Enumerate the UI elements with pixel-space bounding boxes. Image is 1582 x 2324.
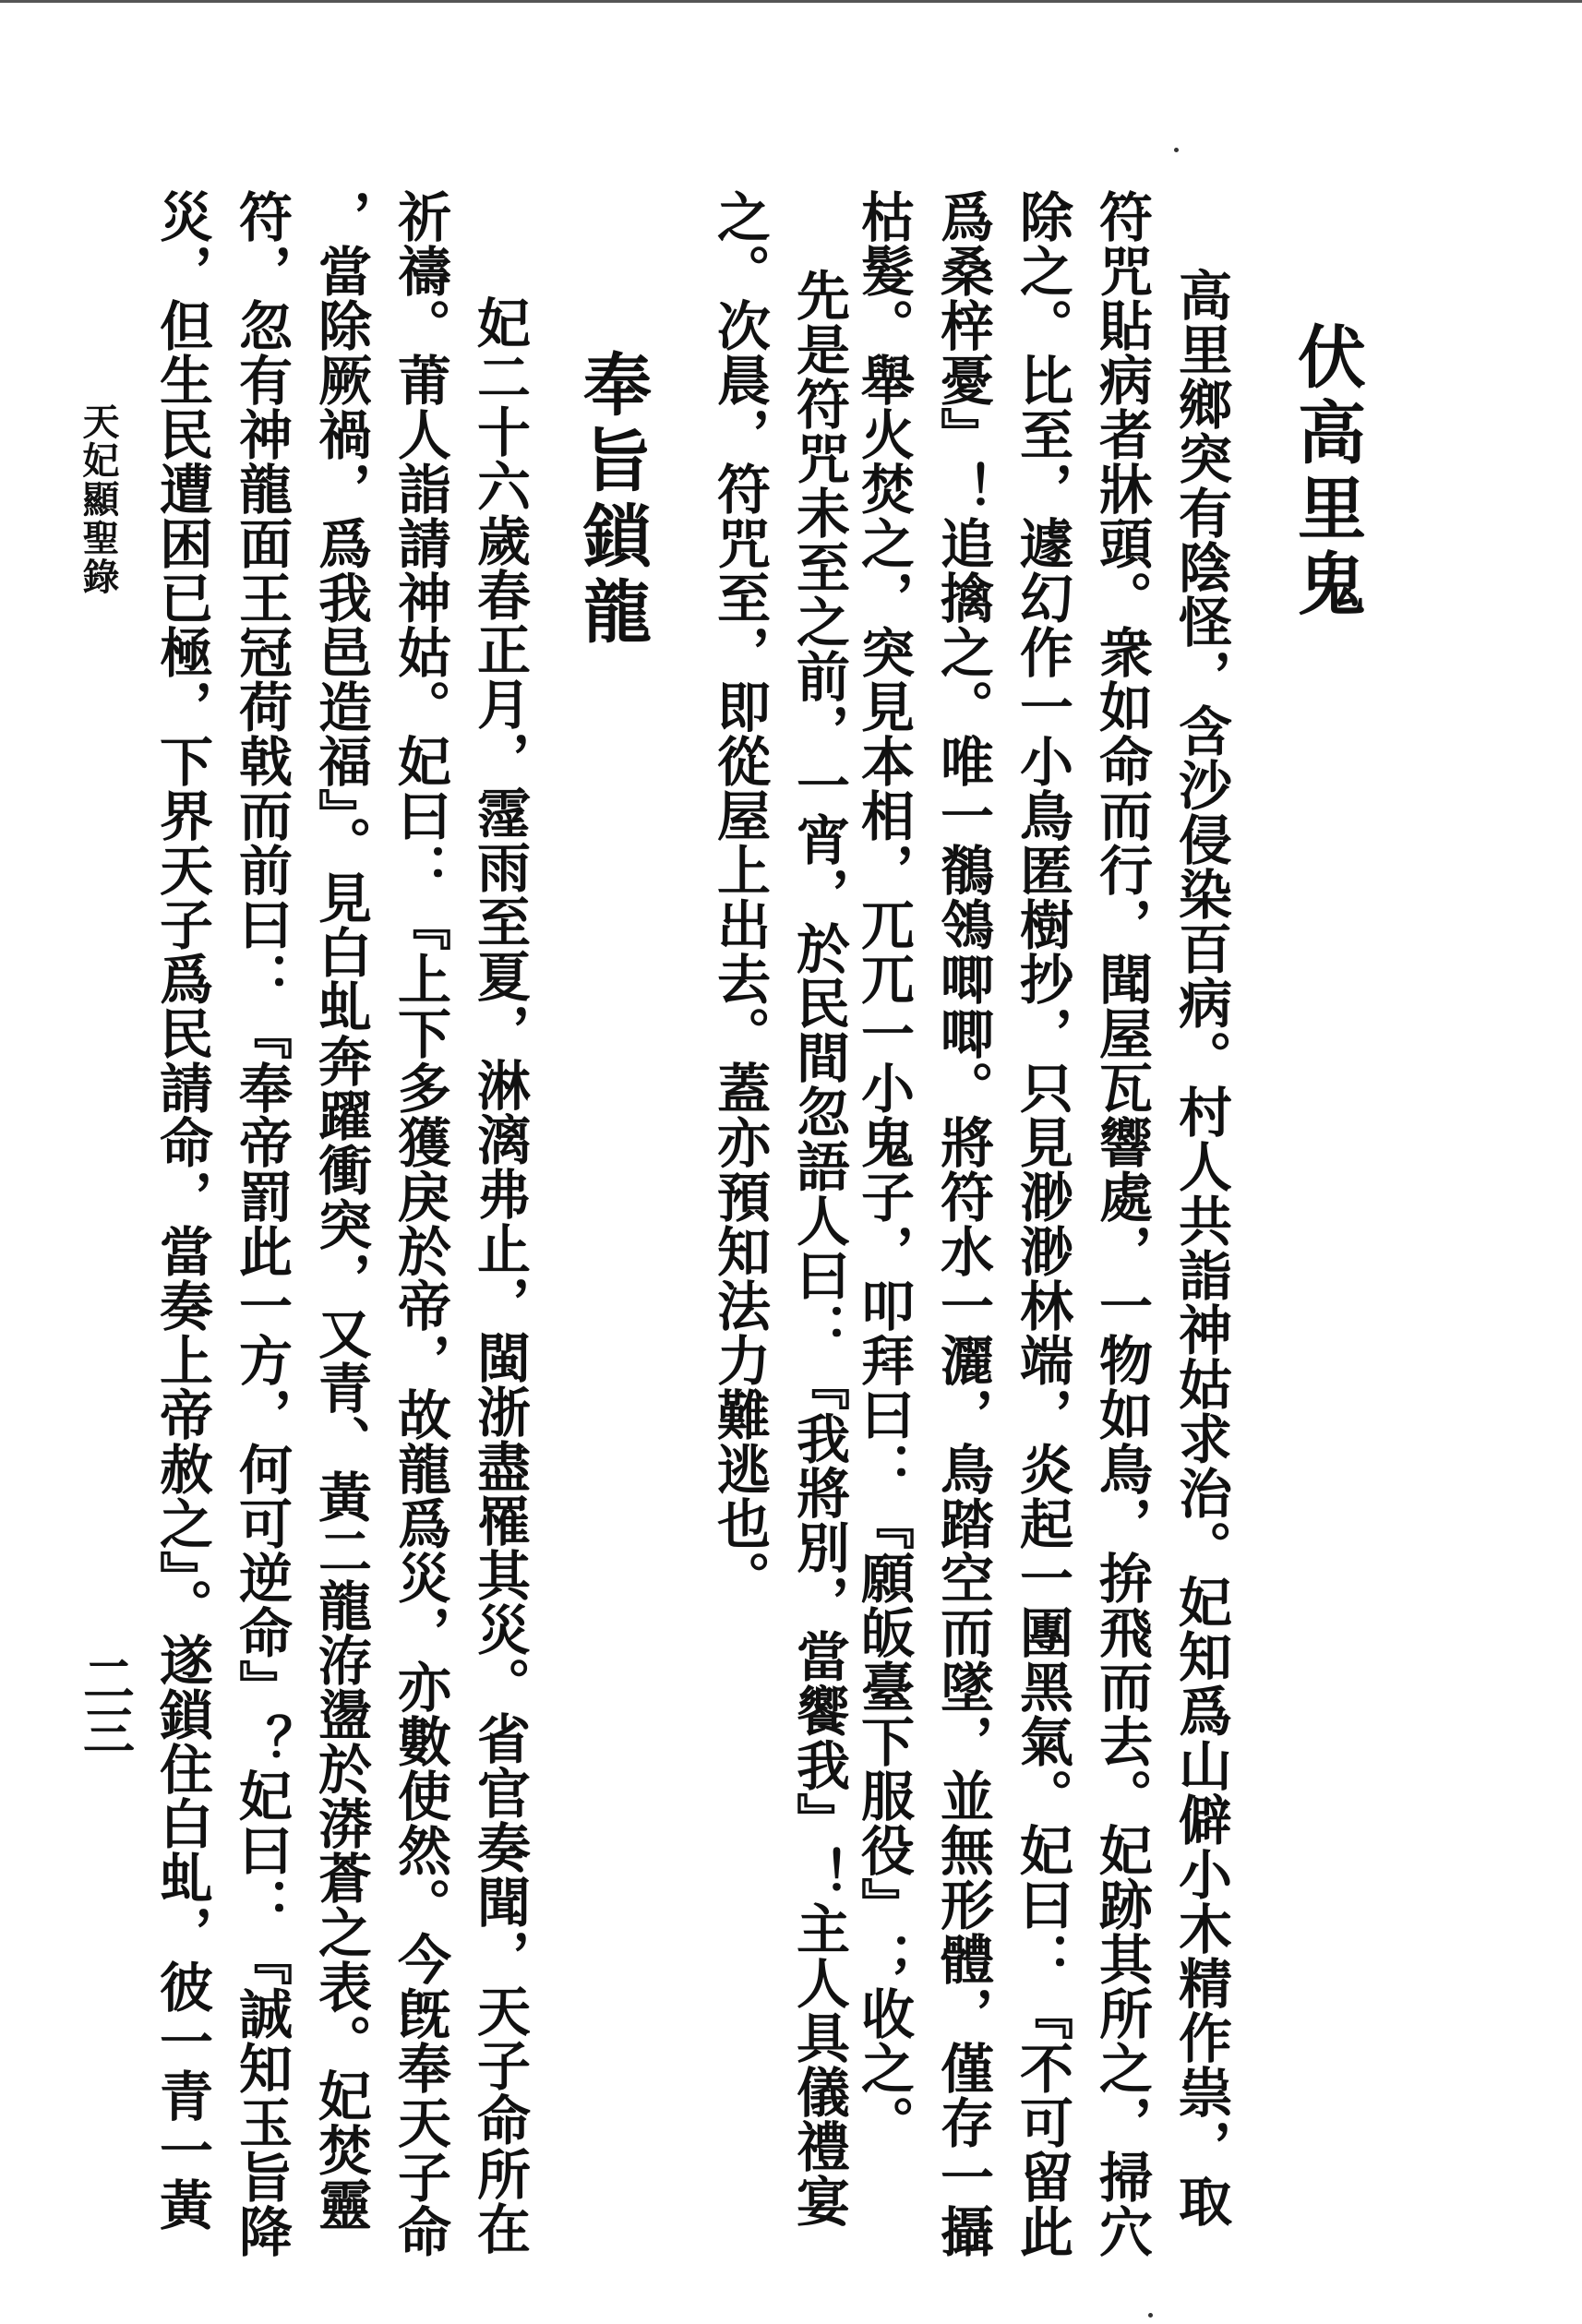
section2-line-1: 妃二十六歲春正月，霪雨至夏，淋漓弗止，閩浙盡罹其災。省官奏聞，天子命所在: [468, 295, 531, 2256]
page-number: 二三: [75, 1652, 136, 1755]
section2-line-3: ，當除厥禍，爲我邑造福』。見白虬奔躍衝突，又青、黃二龍洊盪於漭蒼之表。妃焚靈: [309, 189, 372, 2232]
section-title-feng-zhi-suo-long: 奉旨鎖龍: [572, 349, 652, 652]
print-speck: [1174, 148, 1179, 152]
section2-line-4: 符，忽有神龍面王冠荷戟而前曰：『奉帝罰此一方，何可逆命』？妃曰：『誠知玉旨降: [230, 189, 293, 2258]
section1-line-1: 高里鄉突有陰怪，含沙侵染百病。村人共詣神姑求治。妃知爲山僻小木精作祟，取: [1169, 268, 1232, 2228]
running-title: 天妃顯聖錄: [77, 402, 120, 596]
section1-line-4: 爲桑梓憂』！追擒之。唯一鶺鴒唧唧。將符水一灑，鳥踏空而墜，並無形體，僅存一攝: [931, 189, 994, 2258]
print-speck: [1148, 2313, 1153, 2318]
section1-line-2: 符咒貼病者牀頭。衆如命而行，聞屋瓦響處，一物如鳥，拚飛而去。妃跡其所之，掃穴: [1090, 189, 1153, 2258]
section1-line-7: 之。次晨，符咒至，即從屋上出去。蓋亦預知法力難逃也。: [708, 189, 771, 1605]
section1-line-6: 先是符咒未至之前，一宵，於民間忽語人曰：『我將別，當饗我』！主人具儀禮宴: [787, 268, 850, 2228]
section2-line-2: 祈禱。莆人詣請神姑。妃曰：『上下多獲戾於帝，故龍爲災，亦數使然。今旣奉天子命: [389, 189, 451, 2258]
section1-line-5: 枯髮。舉火焚之，突見本相，兀兀一小鬼子，叩拜曰：『願皈臺下服役』；收之。: [852, 189, 915, 2150]
section-title-fu-gao-li-gui: 伏高里鬼: [1287, 321, 1366, 624]
section1-line-3: 除之。比至，遽幻作一小鳥匿樹抄，只見渺渺林端，炎起一團黑氣。妃曰：『不可留此: [1011, 189, 1073, 2258]
section2-line-5: 災，但生民遭困已極，下界天子爲民請命，當奏上帝赦之』。遂鎖住白虬，彼一青一黃: [150, 189, 213, 2232]
